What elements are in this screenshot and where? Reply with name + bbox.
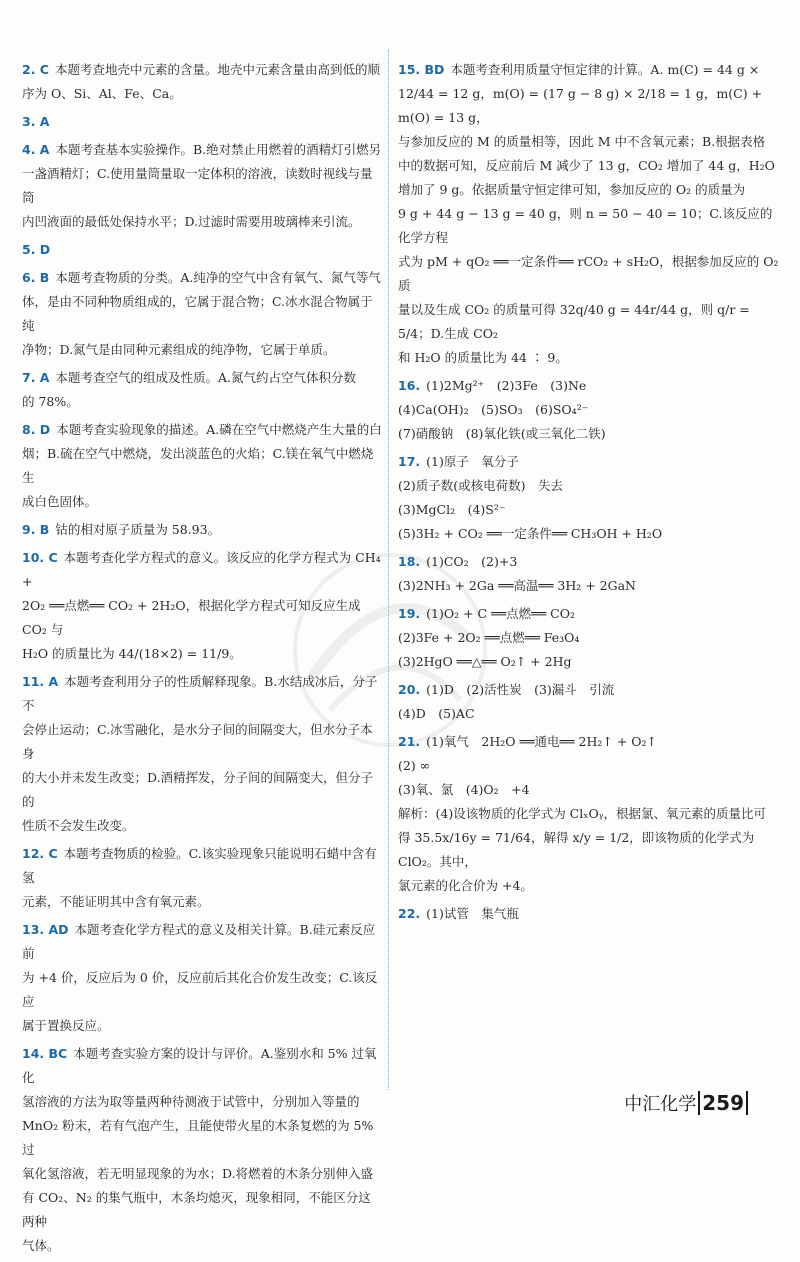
answer-item	[22, 418, 382, 514]
answer-text-line: 9 g + 44 g − 13 g = 40 g，则 n = 50 − 40 = 10；C.该反应的化学方程	[398, 206, 773, 245]
answer-text-line: 成白色固体。	[22, 494, 98, 509]
answer-number: 13. AD	[22, 922, 69, 937]
answer-text-line: 增加了 9 g。依据质量守恒定律可知，参加反应的 O₂ 的质量为	[398, 182, 746, 197]
answer-item	[22, 842, 382, 914]
answer-number: 20.	[398, 682, 421, 697]
answer-item	[22, 266, 382, 362]
answer-text-line: (1)O₂ + C ══点燃══ CO₂	[426, 606, 575, 621]
answer-text-line: 12/44 = 12 g，m(O) = (17 g − 8 g) × 2/18 = 1 g，m(C) + m(O) = 13 g，	[398, 86, 763, 125]
answer-item	[398, 678, 780, 726]
answer-text-line: 和 H₂O 的质量比为 44 ∶ 9。	[398, 350, 568, 365]
answer-text-line: 净物；D.氮气是由同种元素组成的纯净物，它属于单质。	[22, 342, 336, 357]
answer-item	[398, 602, 780, 674]
answer-text-line: 序为 O、Si、Al、Fe、Ca。	[22, 86, 182, 101]
answer-text-line: 氯元素的化合价为 +4。	[398, 878, 533, 893]
answer-text-line: (7)硝酸钠 (8)氧化铁(或三氧化二铁)	[398, 426, 606, 441]
answer-item	[22, 58, 382, 106]
answer-text-line: (5)3H₂ + CO₂ ══一定条件══ CH₃OH + H₂O	[398, 526, 663, 541]
answer-text-line: 会停止运动；C.冰雪融化，是水分子间的间隔变大，但水分子本身	[22, 722, 373, 761]
answer-text-line: (1)CO₂ (2)+3	[426, 554, 518, 569]
answer-text-line: MnO₂ 粉末，若有气泡产生，且能使带火星的木条复燃的为 5% 过	[22, 1118, 374, 1157]
answer-item	[22, 110, 382, 134]
answer-text-line: 内凹液面的最低处保持水平；D.过滤时需要用玻璃棒来引流。	[22, 214, 361, 229]
answer-text-line: 本题考查利用分子的性质解释现象。B.水结成冰后，分子不	[22, 674, 378, 713]
answer-number: 9. B	[22, 522, 50, 537]
answer-text-line: (1)氧气 2H₂O ══通电══ 2H₂↑ + O₂↑	[426, 734, 658, 749]
answer-item	[22, 518, 382, 542]
answer-text-line: 本题考查物质的分类。A.纯净的空气中含有氧气、氮气等气	[55, 270, 381, 285]
answer-item	[22, 670, 382, 838]
answer-text-line: (3)2NH₃ + 2Ga ══高温══ 3H₂ + 2GaN	[398, 578, 636, 593]
answer-number: 17.	[398, 454, 421, 469]
answer-number: 6. B	[22, 270, 50, 285]
answer-item	[398, 450, 780, 546]
page-number: 259	[698, 1091, 748, 1115]
answer-text-line: 体，是由不同种物质组成的，它属于混合物；C.冰水混合物属于纯	[22, 294, 373, 333]
answer-text-line: 烟；B.硫在空气中燃烧，发出淡蓝色的火焰；C.镁在氧气中燃烧生	[22, 446, 374, 485]
answer-text-line: 钴的相对原子质量为 58.93。	[55, 522, 221, 537]
answer-item	[22, 138, 382, 234]
answer-text-line: 为 +4 价，反应后为 0 价，反应前后其化合价发生改变；C.该反应	[22, 970, 378, 1009]
answer-text-line: 本题考查空气的组成及性质。A.氮气约占空气体积分数	[55, 370, 356, 385]
answer-item	[22, 238, 382, 262]
answer-item	[398, 550, 780, 598]
answer-text-line: (1)2Mg²⁺ (2)3Fe (3)Ne	[426, 378, 587, 393]
answer-text-line: (4)Ca(OH)₂ (5)SO₃ (6)SO₄²⁻	[398, 402, 589, 417]
answer-text-line: 元素，不能证明其中含有氧元素。	[22, 894, 210, 909]
answer-text-line: (2)3Fe + 2O₂ ══点燃══ Fe₃O₄	[398, 630, 580, 645]
answer-text-line: 与参加反应的 M 的质量相等，因此 M 中不含氧元素；B.根据表格	[398, 134, 766, 149]
answer-item	[398, 730, 780, 898]
answer-text-line: (3)MgCl₂ (4)S²⁻	[398, 502, 506, 517]
answer-number: 14. BC	[22, 1046, 68, 1061]
answer-text-line: 得 35.5x/16y = 71/64，解得 x/y = 1/2，即该物质的化学式为 ClO₂。其中，	[398, 830, 755, 869]
answer-number: 3. A	[22, 114, 50, 129]
answer-item	[22, 918, 382, 1038]
answer-number: 11. A	[22, 674, 59, 689]
answer-text-line: 本题考查基本实验操作。B.绝对禁止用燃着的酒精灯引燃另	[55, 142, 382, 157]
answer-text-line: 本题考查化学方程式的意义。该反应的化学方程式为 CH₄ +	[22, 550, 381, 589]
answer-text-line: 本题考查物质的检验。C.该实验现象只能说明石蜡中含有氢	[22, 846, 377, 885]
answer-text-line: 本题考查化学方程式的意义及相关计算。B.硅元素反应前	[22, 922, 376, 961]
answer-number: 4. A	[22, 142, 50, 157]
answer-text-line: 的 78%。	[22, 394, 79, 409]
answer-item	[398, 902, 780, 926]
answer-item	[398, 374, 780, 446]
answer-text-line: 量以及生成 CO₂ 的质量可得 32q/40 g = 44r/44 g，则 q/r = 5/4；D.生成 CO₂	[398, 302, 750, 341]
answer-number: 22.	[398, 906, 421, 921]
answer-item	[398, 58, 780, 370]
answer-text-line: (1)D (2)活性炭 (3)漏斗 引流	[426, 682, 615, 697]
answer-text-line: 氢溶液的方法为取等量两种待测液于试管中，分别加入等量的	[22, 1094, 360, 1109]
answer-number: 12. C	[22, 846, 58, 861]
answer-number: 10. C	[22, 550, 58, 565]
answer-text-line: 式为 pM + qO₂ ══一定条件══ rCO₂ + sH₂O，根据参加反应的 O₂ 质	[398, 254, 779, 293]
answer-number: 18.	[398, 554, 421, 569]
answer-text-line: 2O₂ ══点燃══ CO₂ + 2H₂O，根据化学方程式可知反应生成 CO₂ 与	[22, 598, 361, 637]
answer-text-line: (2) ∞	[398, 758, 431, 773]
answer-text-line: (3)氧、氯 (4)O₂ +4	[398, 782, 530, 797]
answer-item	[22, 366, 382, 414]
answer-number: 15. BD	[398, 62, 445, 77]
answer-text-line: 本题考查实验现象的描述。A.磷在空气中燃烧产生大量的白	[56, 422, 382, 437]
answer-text-line: 氧化氢溶液，若无明显现象的为水；D.将燃着的木条分别伸入盛	[22, 1166, 374, 1181]
answer-text-line: (4)D (5)AC	[398, 706, 475, 721]
answer-text-line: (1)试管 集气瓶	[426, 906, 519, 921]
footer-title: 中汇化学	[624, 1094, 697, 1115]
column-divider	[388, 50, 389, 1090]
answer-number: 8. D	[22, 422, 51, 437]
answer-text-line: 有 CO₂、N₂ 的集气瓶中，木条均熄灭，现象相同，不能区分这两种	[22, 1190, 371, 1229]
answer-text-line: 的大小并未发生改变；D.酒精挥发，分子间的间隔变大，但分子的	[22, 770, 374, 809]
answer-text-line: 性质不会发生改变。	[22, 818, 135, 833]
answer-number: 7. A	[22, 370, 50, 385]
answer-text-line: (1)原子 氧分子	[426, 454, 519, 469]
answer-number: 5. D	[22, 242, 51, 257]
left-column	[22, 58, 382, 1262]
answer-text-line: 本题考查实验方案的设计与评价。A.鉴别水和 5% 过氧化	[22, 1046, 377, 1085]
page-footer	[624, 1090, 748, 1116]
answer-item	[22, 546, 382, 666]
answer-text-line: H₂O 的质量比为 44/(18×2) = 11/9。	[22, 646, 242, 661]
answer-number: 16.	[398, 378, 421, 393]
answer-text-line: 一盏酒精灯；C.使用量筒量取一定体积的溶液，读数时视线与量筒	[22, 166, 373, 205]
answer-number: 19.	[398, 606, 421, 621]
answer-text-line: (3)2HgO ══△══ O₂↑ + 2Hg	[398, 654, 572, 669]
answer-text-line: 属于置换反应。	[22, 1018, 110, 1033]
answer-text-line: 气体。	[22, 1238, 60, 1253]
answer-number: 21.	[398, 734, 421, 749]
answer-number: 2. C	[22, 62, 49, 77]
answer-text-line: (2)质子数(或核电荷数) 失去	[398, 478, 563, 493]
answer-text-line: 中的数据可知，反应前后 M 减少了 13 g，CO₂ 增加了 44 g，H₂O	[398, 158, 775, 173]
right-column	[398, 58, 780, 930]
answer-item	[22, 1042, 382, 1258]
answer-text-line: 解析：(4)设该物质的化学式为 ClₓOᵧ，根据氯、氧元素的质量比可	[398, 806, 766, 821]
answer-text-line: 本题考查利用质量守恒定律的计算。A. m(C) = 44 g ×	[450, 62, 760, 77]
answer-text-line: 本题考查地壳中元素的含量。地壳中元素含量由高到低的顺	[54, 62, 380, 77]
